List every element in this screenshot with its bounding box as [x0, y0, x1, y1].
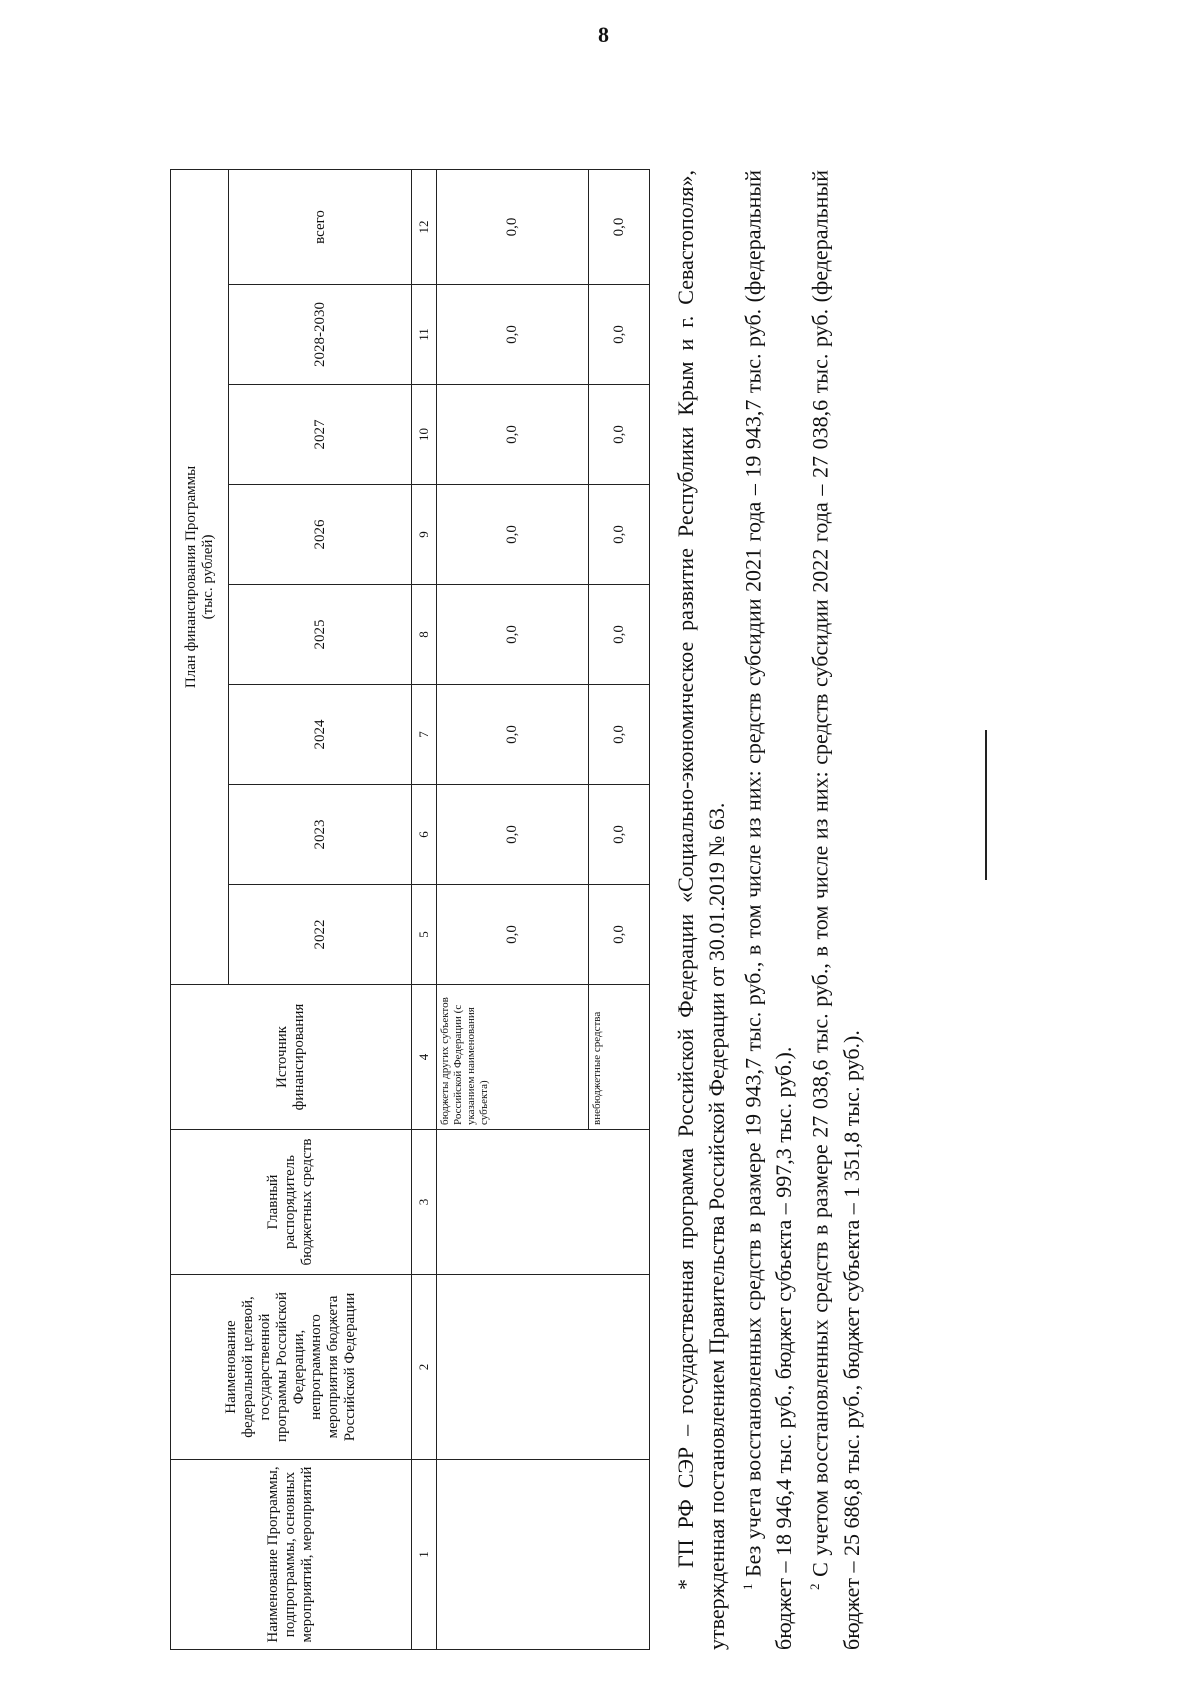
header-total: всего — [229, 169, 411, 284]
value-cell: 0,0 — [589, 685, 650, 785]
rotated-content — [170, 90, 1070, 1650]
footnote-2-text: С учетом восстановленных средств в размере 27 038,6 тыс. руб., в том числе из них: средств субсидии 2022 года – 27 038,6 тыс. руб. (федеральный бюджет – 25 686,8 тыс. руб., бюджет субъекта – 1 351,8 тыс. руб.). — [807, 170, 864, 1650]
footnote-star: * ГП РФ СЭР – государственная программа Российской Федерации «Социально-экономическое развитие Республики Крым и г. Севастополя», утвержденная постановлением Правительства Российской Федерации от 30.01.2019 № 63. — [673, 170, 729, 1650]
divider-line — [985, 730, 987, 880]
footnote-2 — [799, 170, 866, 1650]
value-cell: 0,0 — [589, 169, 650, 284]
header-year: 2025 — [229, 585, 411, 685]
column-number: 10 — [411, 385, 437, 485]
column-number-row — [411, 169, 437, 1649]
column-number: 7 — [411, 685, 437, 785]
footnote-2-mark: 2 — [807, 1583, 823, 1590]
header-funding-source: Источник финансирования — [171, 985, 412, 1130]
value-cell: 0,0 — [589, 285, 650, 385]
value-cell: 0,0 — [437, 685, 589, 785]
value-cell: 0,0 — [589, 785, 650, 885]
empty-cell — [437, 1275, 650, 1460]
footnotes — [670, 170, 867, 1650]
value-cell: 0,0 — [437, 285, 589, 385]
column-number: 5 — [411, 885, 437, 985]
plan-unit: (тыс. рублей) — [199, 534, 216, 620]
funding-source-cell: внебюджетные средства — [589, 985, 650, 1130]
value-cell: 0,0 — [589, 385, 650, 485]
value-cell: 0,0 — [437, 885, 589, 985]
header-budget-manager: Главный распорядитель бюджетных средств — [171, 1130, 412, 1275]
footnote-1-text: Без учета восстановленных средств в размере 19 943,7 тыс. руб., в том числе из них: средств субсидии 2021 года – 19 943,7 тыс. руб. (федеральный бюджет – 18 946,4 тыс. руб., бюджет субъекта – 997,3 тыс. руб.). — [740, 170, 797, 1650]
header-financing-plan — [171, 169, 229, 984]
column-number: 1 — [411, 1460, 437, 1650]
header-year: 2022 — [229, 885, 411, 985]
value-cell: 0,0 — [589, 585, 650, 685]
funding-source-cell: бюджеты других субъектов Российской Федерации (с указанием наименования субъекта) — [437, 985, 589, 1130]
column-number: 8 — [411, 585, 437, 685]
value-cell: 0,0 — [589, 885, 650, 985]
empty-cell — [437, 1460, 650, 1650]
column-number: 3 — [411, 1130, 437, 1275]
table-row — [437, 169, 589, 1649]
empty-cell — [437, 1130, 650, 1275]
value-cell: 0,0 — [437, 385, 589, 485]
footnote-1 — [732, 170, 799, 1650]
header-year: 2023 — [229, 785, 411, 885]
value-cell: 0,0 — [437, 585, 589, 685]
column-number: 9 — [411, 485, 437, 585]
value-cell: 0,0 — [589, 485, 650, 585]
financing-table — [170, 169, 650, 1650]
column-number: 2 — [411, 1275, 437, 1460]
header-year: 2026 — [229, 485, 411, 585]
header-federal-program: Наименование федеральной целевой, государственной программы Российской Федерации, непрограммного мероприятия бюджета Российской Федерации — [171, 1275, 412, 1460]
column-number: 12 — [411, 169, 437, 284]
value-cell: 0,0 — [437, 785, 589, 885]
column-number: 11 — [411, 285, 437, 385]
value-cell: 0,0 — [437, 169, 589, 284]
value-cell: 0,0 — [437, 485, 589, 585]
header-year: 2027 — [229, 385, 411, 485]
page-number: 8 — [598, 22, 609, 47]
header-year: 2028-2030 — [229, 285, 411, 385]
plan-title: План финансирования Программы — [182, 465, 199, 689]
column-number: 4 — [411, 985, 437, 1130]
footnote-1-mark: 1 — [740, 1583, 755, 1590]
column-number: 6 — [411, 785, 437, 885]
header-year: 2024 — [229, 685, 411, 785]
header-program-name: Наименование Программы, подпрограммы, основных мероприятий, мероприятий — [171, 1460, 412, 1650]
